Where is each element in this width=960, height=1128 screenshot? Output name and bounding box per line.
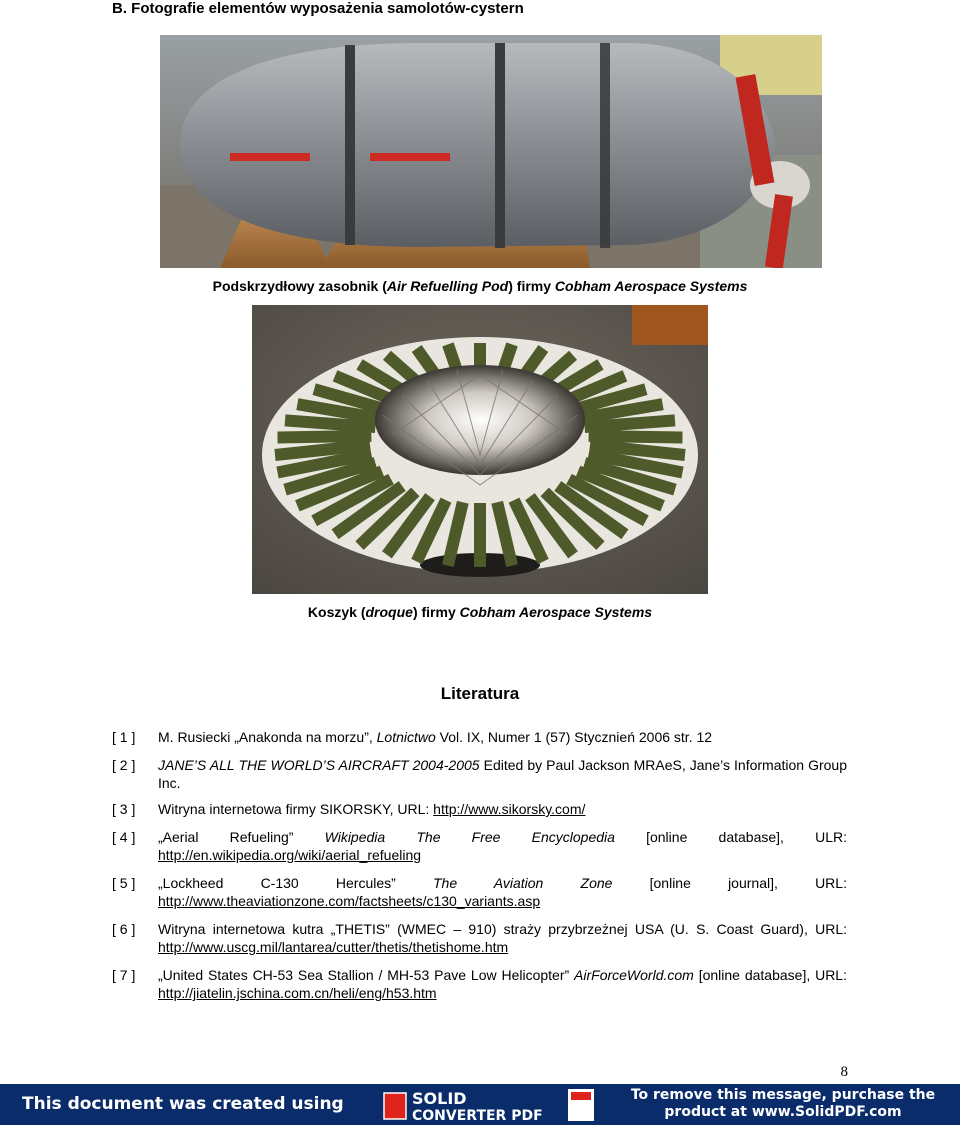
drogue-spoke — [589, 436, 683, 438]
reference-number: [ 1 ] — [112, 729, 136, 745]
drogue-spoke — [278, 436, 372, 438]
reference-number: [ 7 ] — [112, 967, 136, 983]
section-heading: B. Fotografie elementów wyposażenia samolotów-cystern — [112, 0, 524, 17]
reference-item: [ 4 ] „Aerial Refueling” Wikipedia The Free Encyclopedia [online database], ULR: http://en.wikipedia.org/wiki/aerial_refueling — [112, 829, 847, 863]
reference-link[interactable]: http://www.theaviationzone.com/factsheets/c130_variants.asp — [158, 893, 541, 909]
reference-link[interactable]: http://en.wikipedia.org/wiki/aerial_refueling — [158, 847, 422, 863]
reference-item: [ 6 ] Witryna internetowa kutra „THETIS” (WMEC – 910) straży przybrzeżnej USA (U. S. Coast Guard), URL: http://www.uscg.mil/lantarea/cutter/thetis/thetishome.htm — [112, 921, 847, 955]
reference-number: [ 4 ] — [112, 829, 136, 845]
reference-number: [ 2 ] — [112, 757, 136, 773]
drogue-basket-photo — [252, 305, 708, 594]
drogue-spoke — [285, 420, 375, 427]
reference-number: [ 6 ] — [112, 921, 136, 937]
solidpdf-link[interactable]: www.SolidPDF.com — [751, 1104, 902, 1120]
reference-link[interactable]: http://www.uscg.mil/lantarea/cutter/thetis/thetishome.htm — [158, 939, 509, 955]
solid-converter-logo — [378, 1087, 608, 1123]
reference-number: [ 5 ] — [112, 875, 136, 891]
reference-item: [ 7 ] „United States CH-53 Sea Stallion / MH-53 Pave Low Helicopter” AirForceWorld.com [online database], URL: http://jiatelin.jschina.com.cn/heli/eng/h53.htm — [112, 967, 847, 1001]
logo-text-solid: SOLID — [412, 1089, 467, 1108]
drogue-caption: Koszyk (droque) firmy Cobham Aerospace Systems — [307, 604, 653, 620]
literature-title: Literatura — [440, 684, 520, 703]
reference-item: [ 3 ] Witryna internetowa firmy SIKORSKY, URL: http://www.sikorsky.com/ — [112, 801, 586, 817]
banner-right-text: To remove this message, purchase the product at www.SolidPDF.com — [630, 1087, 936, 1120]
pod-caption: Podskrzydłowy zasobnik (Air Refuelling Pod) firmy Cobham Aerospace Systems — [212, 278, 748, 294]
reference-link[interactable]: http://jiatelin.jschina.com.cn/heli/eng/h53.htm — [158, 985, 437, 1001]
page-number: 8 — [840, 1064, 848, 1080]
reference-link[interactable]: http://www.sikorsky.com/ — [433, 801, 586, 817]
reference-item: [ 2 ] JANE’S ALL THE WORLD’S AIRCRAFT 2004-2005 Edited by Paul Jackson MRAeS, Jane’s Information Group Inc. — [112, 757, 848, 791]
reference-item: [ 5 ] „Lockheed C-130 Hercules” The Aviation Zone [online journal], URL: http://www.theaviationzone.com/factsheets/c130_variants.asp — [112, 875, 847, 909]
refuelling-pod-photo — [160, 35, 822, 268]
drogue-spoke — [585, 420, 675, 427]
banner-left-text: This document was created using — [22, 1094, 344, 1114]
watermark-banner — [0, 1084, 960, 1125]
reference-number: [ 3 ] — [112, 801, 136, 817]
reference-item: [ 1 ] M. Rusiecki „Anakonda na morzu”, Lotnictwo Vol. IX, Numer 1 (57) Stycznień 2006 str. 12 — [112, 729, 713, 745]
logo-text-converter: CONVERTER PDF — [412, 1108, 543, 1123]
